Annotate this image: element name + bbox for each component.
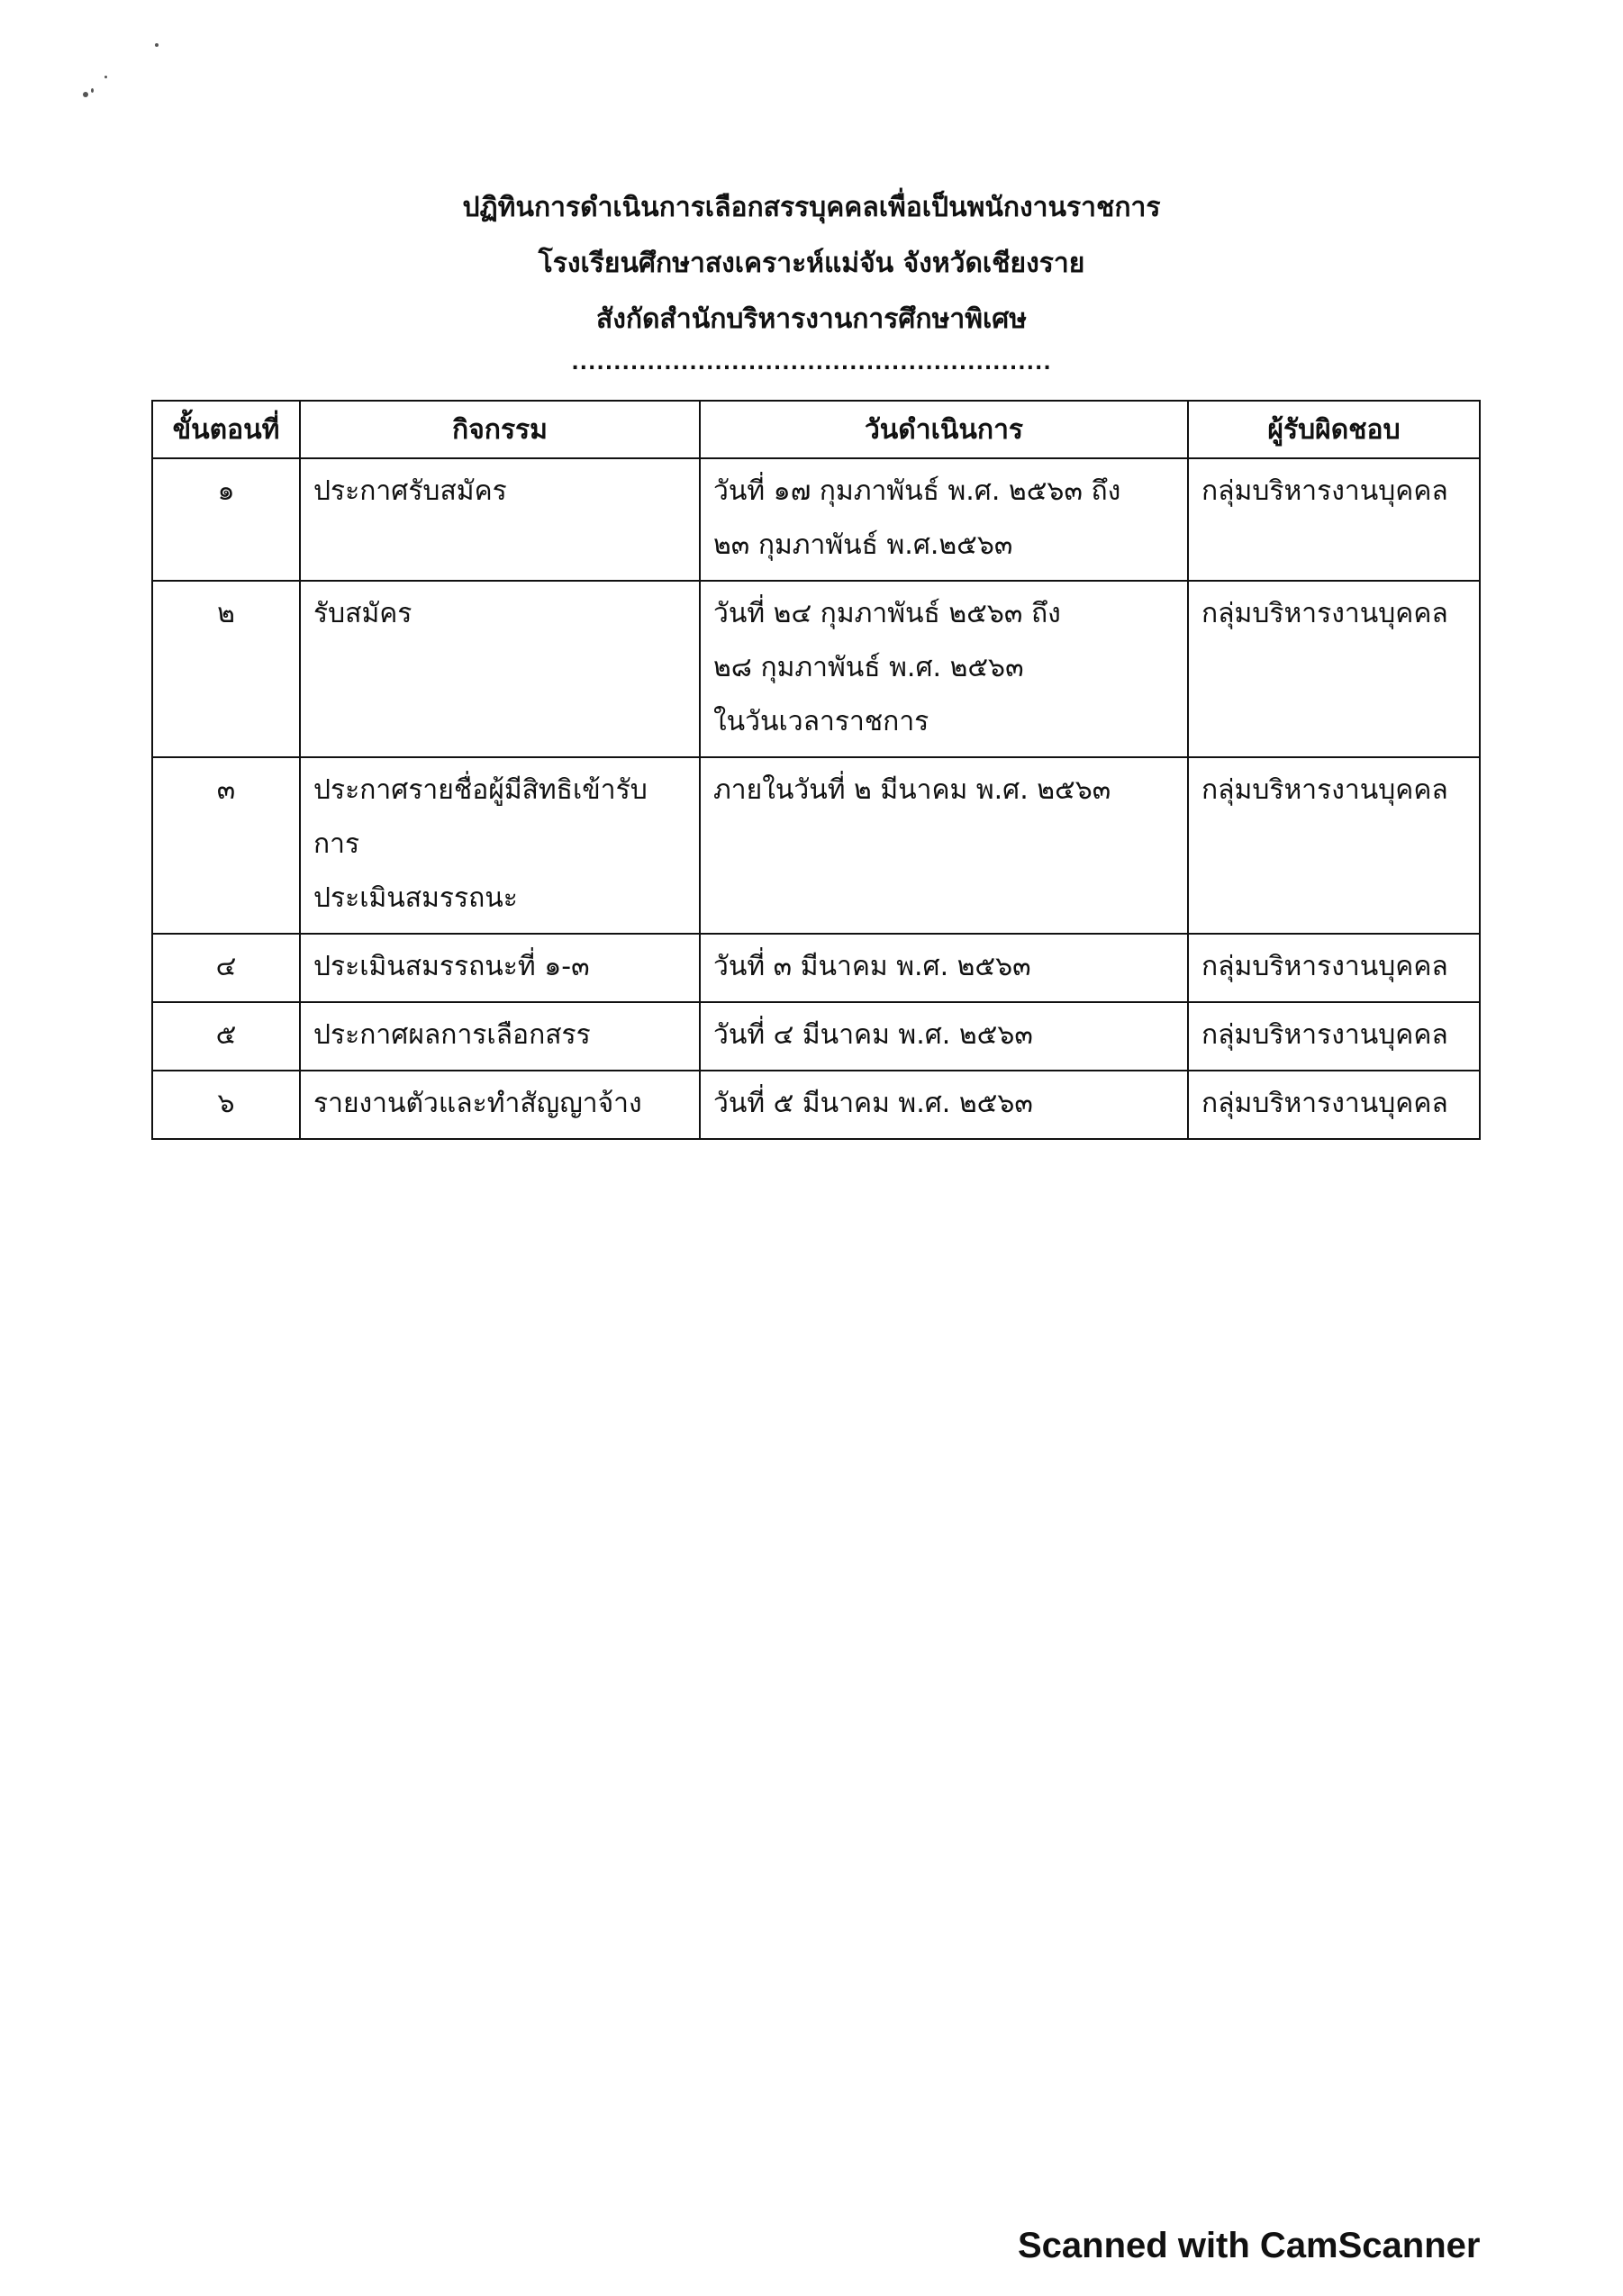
document-header [0,180,1623,380]
date-text: ในวันเวลาราชการ [713,706,929,737]
scan-speck [91,88,94,93]
step-number: ๒ [152,581,300,757]
activity-text: ประเมินสมรรถนะ [313,882,518,914]
activity-cell [300,458,700,581]
step-number: ๓ [152,757,300,934]
table-row [152,934,1480,1002]
separator-dots: ......................................................... [571,352,1052,375]
responsible-cell: กลุ่มบริหารงานบุคคล [1188,581,1480,757]
activity-text: ประกาศผลการเลือกสรร [313,1019,591,1051]
activity-text: ประกาศรายชื่อผู้มีสิทธิเข้ารับการ [313,774,648,860]
date-cell [700,1071,1188,1139]
activity-cell [300,934,700,1002]
date-text: ๒๓ กุมภาพันธ์ พ.ศ.๒๕๖๓ [713,529,1013,561]
responsible-cell: กลุ่มบริหารงานบุคคล [1188,1002,1480,1071]
responsible-cell: กลุ่มบริหารงานบุคคล [1188,458,1480,581]
schedule-table [151,400,1481,1140]
step-number: ๑ [152,458,300,581]
table-row [152,458,1480,581]
step-number: ๔ [152,934,300,1002]
activity-cell [300,1071,700,1139]
affiliation: สังกัดสำนักบริหารงานการศึกษาพิเศษ [595,303,1028,335]
date-cell [700,1002,1188,1071]
table-row [152,1002,1480,1071]
date-cell [700,934,1188,1002]
activity-text: รายงานตัวและทำสัญญาจ้าง [313,1088,642,1119]
date-text: วันที่ ๑๗ กุมภาพันธ์ พ.ศ. ๒๕๖๓ ถึง [713,475,1121,507]
table-row [152,757,1480,934]
date-cell [700,581,1188,757]
date-cell [700,757,1188,934]
activity-text: ประกาศรับสมัคร [313,475,507,507]
activity-cell [300,581,700,757]
table-row [152,581,1480,757]
responsible-cell: กลุ่มบริหารงานบุคคล [1188,934,1480,1002]
step-number: ๕ [152,1002,300,1071]
table-row [152,1071,1480,1139]
column-header-date: วันดำเนินการ [700,401,1188,458]
date-cell [700,458,1188,581]
activity-cell [300,757,700,934]
document-title: ปฏิทินการดำเนินการเลือกสรรบุคคลเพื่อเป็นพนักงานราชการ [462,192,1161,223]
date-text: ๒๘ กุมภาพันธ์ พ.ศ. ๒๕๖๓ [713,652,1024,683]
activity-text: รับสมัคร [313,598,413,629]
responsible-cell: กลุ่มบริหารงานบุคคล [1188,757,1480,934]
scan-speck [83,92,88,97]
date-text: วันที่ ๒๔ กุมภาพันธ์ ๒๕๖๓ ถึง [713,598,1061,629]
date-text: วันที่ ๕ มีนาคม พ.ศ. ๒๕๖๓ [713,1088,1033,1119]
activity-cell [300,1002,700,1071]
date-text: วันที่ ๓ มีนาคม พ.ศ. ๒๕๖๓ [713,951,1031,982]
date-text: วันที่ ๔ มีนาคม พ.ศ. ๒๕๖๓ [713,1019,1033,1051]
responsible-cell: กลุ่มบริหารงานบุคคล [1188,1071,1480,1139]
scan-speck [155,43,159,47]
school-name: โรงเรียนศึกษาสงเคราะห์แม่จัน จังหวัดเชียงราย [538,248,1085,279]
step-number: ๖ [152,1071,300,1139]
column-header-step: ขั้นตอนที่ [152,401,300,458]
date-text: ภายในวันที่ ๒ มีนาคม พ.ศ. ๒๕๖๓ [713,774,1111,806]
scan-speck [104,76,107,78]
column-header-responsible: ผู้รับผิดชอบ [1188,401,1480,458]
table-header-row [152,401,1480,458]
column-header-activity: กิจกรรม [300,401,700,458]
activity-text: ประเมินสมรรถนะที่ ๑-๓ [313,951,590,982]
camscanner-watermark: Scanned with CamScanner [1018,2226,1481,2265]
